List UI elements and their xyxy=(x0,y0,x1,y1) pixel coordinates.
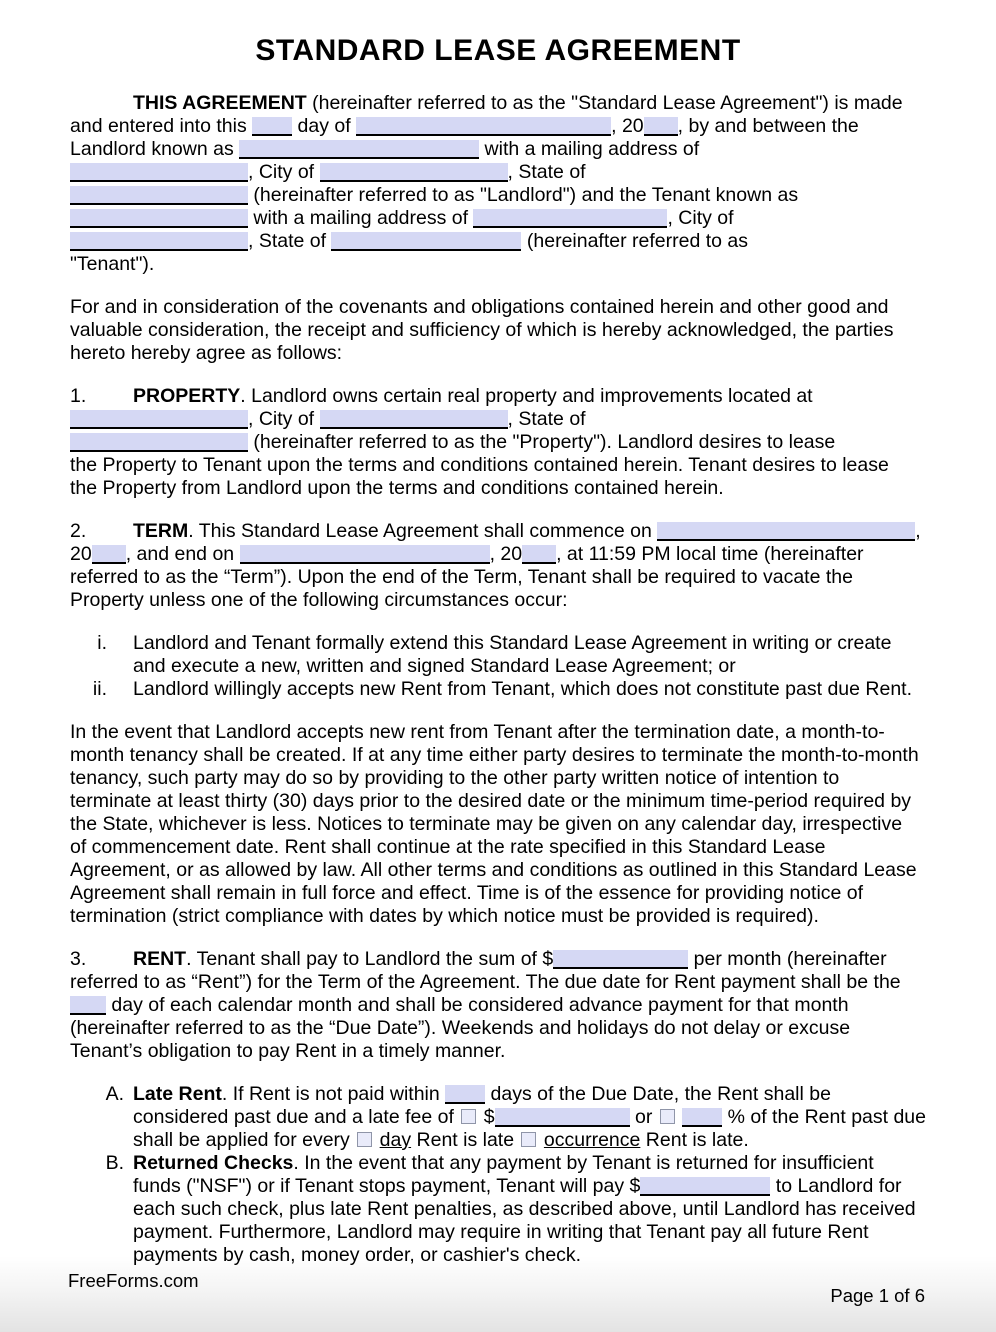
text: Landlord willingly accepts new Rent from Tenant, which does not constitute past due Rent. xyxy=(133,678,913,700)
text: day of each calendar month and shall be considered advance payment for that month xyxy=(106,994,849,1016)
text-line xyxy=(70,859,926,882)
text-underlined: day xyxy=(379,1129,412,1151)
text: . This Standard Lease Agreement shall commence on xyxy=(188,520,658,542)
text: , State of xyxy=(507,161,586,183)
text-line xyxy=(70,253,926,276)
blank-form-field[interactable] xyxy=(70,209,248,228)
text: or xyxy=(629,1106,658,1128)
text: , State of xyxy=(507,408,586,430)
text-line xyxy=(70,1221,926,1244)
text: . Landlord owns certain real property and improvements located at xyxy=(240,385,813,407)
blank-form-field[interactable] xyxy=(495,1108,630,1127)
blank-form-field[interactable] xyxy=(320,163,508,182)
text-line xyxy=(70,1175,926,1198)
text: referred to as the “Term”). Upon the end of the Term, Tenant shall be required to vacate the xyxy=(70,566,853,588)
text-line xyxy=(70,161,926,184)
page-content xyxy=(70,0,926,1267)
text-line xyxy=(70,296,926,319)
text: month tenancy shall be created. If at any time either party desires to terminate the month-to-month xyxy=(70,744,919,766)
text: , xyxy=(915,520,921,542)
text: to Landlord for xyxy=(770,1175,902,1197)
text: "Tenant"). xyxy=(70,253,155,275)
intro-paragraph xyxy=(70,92,926,276)
text-line xyxy=(70,138,926,161)
text-line xyxy=(70,1129,926,1152)
text: % of the Rent past due xyxy=(722,1106,927,1128)
text: days of the Due Date, the Rent shall be xyxy=(485,1083,831,1105)
list-marker: ii. xyxy=(92,678,107,700)
text-underlined: occurrence xyxy=(543,1129,641,1151)
text-line xyxy=(70,836,926,859)
blank-form-field[interactable] xyxy=(252,117,292,136)
checkbox-field[interactable] xyxy=(521,1132,536,1147)
section-2-term xyxy=(70,520,926,612)
text-line xyxy=(70,184,926,207)
text: . Tenant shall pay to Landlord the sum of $ xyxy=(186,948,554,970)
text-line xyxy=(70,678,926,701)
text: considered past due and a late fee of xyxy=(133,1106,460,1128)
text: , City of xyxy=(667,207,734,229)
text-line xyxy=(70,1083,926,1106)
blank-form-field[interactable] xyxy=(70,996,106,1015)
text: valuable consideration, the receipt and sufficiency of which is hereby acknowledged, the parties xyxy=(70,319,894,341)
text: referred to as “Rent”) for the Term of the Agreement. The due date for Rent payment shall be the xyxy=(70,971,901,993)
text: terminate at least thirty (30) days prior to the desired date or the minimum time-period required by xyxy=(70,790,912,812)
blank-form-field[interactable] xyxy=(70,410,248,429)
text-line xyxy=(70,790,926,813)
blank-form-field[interactable] xyxy=(473,209,667,228)
text-line xyxy=(70,566,926,589)
checkbox-field[interactable] xyxy=(357,1132,372,1147)
document-body xyxy=(70,92,926,1267)
text: and entered into this xyxy=(70,115,253,137)
text: , 20 xyxy=(489,543,523,565)
text-line xyxy=(70,589,926,612)
consideration-paragraph xyxy=(70,296,926,365)
text: hereto hereby agree as follows: xyxy=(70,342,343,364)
text-line xyxy=(70,431,926,454)
section-1-property xyxy=(70,385,926,500)
text-bold: RENT xyxy=(133,948,187,970)
month-to-month-paragraph xyxy=(70,721,926,928)
text-bold: PROPERTY xyxy=(133,385,241,407)
text: Landlord and Tenant formally extend this Standard Lease Agreement in writing or create xyxy=(133,632,892,654)
list-marker: 1. xyxy=(70,385,87,407)
text-line xyxy=(70,92,926,115)
text-line xyxy=(70,520,926,543)
text-bold: Late Rent xyxy=(133,1083,222,1105)
document-title: STANDARD LEASE AGREEMENT xyxy=(255,34,741,67)
text: (hereinafter referred to as xyxy=(521,230,748,252)
term-roman-list xyxy=(70,632,926,701)
list-marker: 2. xyxy=(70,520,87,542)
footer-brand: FreeForms.com xyxy=(68,1270,199,1291)
text: In the event that Landlord accepts new rent from Tenant after the termination date, a month-to- xyxy=(70,721,885,743)
text: payments by cash, money order, or cashier's check. xyxy=(133,1244,582,1266)
text-bold: THIS AGREEMENT xyxy=(133,92,307,114)
text-line xyxy=(70,767,926,790)
list-marker: i. xyxy=(97,632,107,654)
text: payment. Furthermore, Landlord may require in writing that Tenant pay all future Rent xyxy=(133,1221,869,1243)
blank-form-field[interactable] xyxy=(644,117,678,136)
text-line xyxy=(70,543,926,566)
text: Landlord known as xyxy=(70,138,240,160)
text: tenancy, such party may do so by providing to the other party written notice of intention to xyxy=(70,767,840,789)
footer-page-indicator: Page 1 of 6 xyxy=(830,1285,925,1306)
text: the State, whichever is less. Notices to terminate may be given on any calendar day, irrespective xyxy=(70,813,903,835)
text-line xyxy=(70,882,926,905)
blank-form-field[interactable] xyxy=(92,545,126,564)
text: , City of xyxy=(248,161,320,183)
text: termination (strict compliance with dates by which notice must be provided is required). xyxy=(70,905,819,927)
blank-form-field[interactable] xyxy=(657,522,915,541)
blank-form-field[interactable] xyxy=(70,186,248,205)
text: Property unless one of the following circumstances occur: xyxy=(70,589,568,611)
blank-form-field[interactable] xyxy=(70,433,248,452)
text-line xyxy=(70,454,926,477)
text: (hereinafter referred to as "Landlord") and the Tenant known as xyxy=(248,184,799,206)
text-line xyxy=(70,1244,926,1267)
blank-form-field[interactable] xyxy=(70,163,248,182)
text-line xyxy=(70,408,926,431)
blank-form-field[interactable] xyxy=(331,232,521,251)
list-marker: 3. xyxy=(70,948,87,970)
text: shall be applied for every xyxy=(133,1129,356,1151)
text: per month (hereinafter xyxy=(688,948,887,970)
text: For and in consideration of the covenants and obligations contained herein and other good and xyxy=(70,296,889,318)
checkbox-field[interactable] xyxy=(660,1109,675,1124)
text-bold: TERM xyxy=(133,520,189,542)
blank-form-field[interactable] xyxy=(522,545,556,564)
text-bold: Returned Checks xyxy=(133,1152,294,1174)
rent-sublist xyxy=(70,1083,926,1267)
text: . If Rent is not paid within xyxy=(221,1083,446,1105)
text: with a mailing address of xyxy=(248,207,474,229)
text-line xyxy=(70,1017,926,1040)
blank-form-field[interactable] xyxy=(70,232,248,251)
text: $ xyxy=(478,1106,495,1128)
text: , by and between the xyxy=(677,115,859,137)
text: Agreement, or as allowed by law. All other terms and conditions as outlined in this Standard Lease xyxy=(70,859,917,881)
text: of commencement date. Rent shall continue at the rate specified in this Standard Lease xyxy=(70,836,826,858)
text: the Property to Tenant upon the terms and conditions contained herein. Tenant desires to lease xyxy=(70,454,889,476)
blank-form-field[interactable] xyxy=(320,410,508,429)
text-line xyxy=(70,655,926,678)
checkbox-field[interactable] xyxy=(461,1109,476,1124)
text: (hereinafter referred to as the "Standard Lease Agreement") is made xyxy=(306,92,903,114)
text: Rent is late. xyxy=(640,1129,749,1151)
text-line xyxy=(70,1152,926,1175)
text: with a mailing address of xyxy=(479,138,700,160)
text: , at 11:59 PM local time (hereinafter xyxy=(556,543,864,565)
text-line xyxy=(70,632,926,655)
text: 20 xyxy=(70,543,92,565)
text-line xyxy=(70,1040,926,1063)
text: funds ("NSF") or if Tenant stops payment, Tenant will pay $ xyxy=(133,1175,641,1197)
text: , and end on xyxy=(125,543,240,565)
text: (hereinafter referred to as the "Property"). Landlord desires to lease xyxy=(248,431,836,453)
text-line xyxy=(70,230,926,253)
text-line xyxy=(70,342,926,365)
text-line xyxy=(70,1106,926,1129)
text-line xyxy=(70,948,926,971)
text-line xyxy=(70,971,926,994)
text-line xyxy=(70,1198,926,1221)
text-line xyxy=(70,813,926,836)
list-marker: B. xyxy=(105,1152,124,1174)
blank-form-field[interactable] xyxy=(356,117,611,136)
text: . In the event that any payment by Tenant is returned for insufficient xyxy=(293,1152,874,1174)
blank-form-field[interactable] xyxy=(239,140,479,159)
list-marker: A. xyxy=(105,1083,124,1105)
text-line xyxy=(70,385,926,408)
text: , 20 xyxy=(611,115,644,137)
text-line xyxy=(70,319,926,342)
blank-form-field[interactable] xyxy=(445,1085,485,1104)
text: (hereinafter referred to as the “Due Date”). Weekends and holidays do not delay or excuse xyxy=(70,1017,851,1039)
text-line xyxy=(70,994,926,1017)
text: and execute a new, written and signed Standard Lease Agreement; or xyxy=(133,655,736,677)
text: each such check, plus late Rent penalties, as described above, until Landlord has received xyxy=(133,1198,916,1220)
text: Rent is late xyxy=(411,1129,520,1151)
blank-form-field[interactable] xyxy=(640,1177,770,1196)
text: the Property from Landlord upon the terms and conditions contained herein. xyxy=(70,477,724,499)
text-line xyxy=(70,207,926,230)
blank-form-field[interactable] xyxy=(240,545,490,564)
text-line xyxy=(70,744,926,767)
text: day of xyxy=(292,115,357,137)
text-line xyxy=(70,721,926,744)
text-line xyxy=(70,115,926,138)
text: Agreement shall remain in full force and effect. Time is of the essence for providing notice of xyxy=(70,882,864,904)
text: Tenant’s obligation to pay Rent in a timely manner. xyxy=(70,1040,506,1062)
text-line xyxy=(70,905,926,928)
section-3-rent xyxy=(70,948,926,1063)
blank-form-field[interactable] xyxy=(553,950,688,969)
text: , State of xyxy=(248,230,332,252)
text-line xyxy=(70,477,926,500)
blank-form-field[interactable] xyxy=(682,1108,722,1127)
text: , City of xyxy=(248,408,320,430)
